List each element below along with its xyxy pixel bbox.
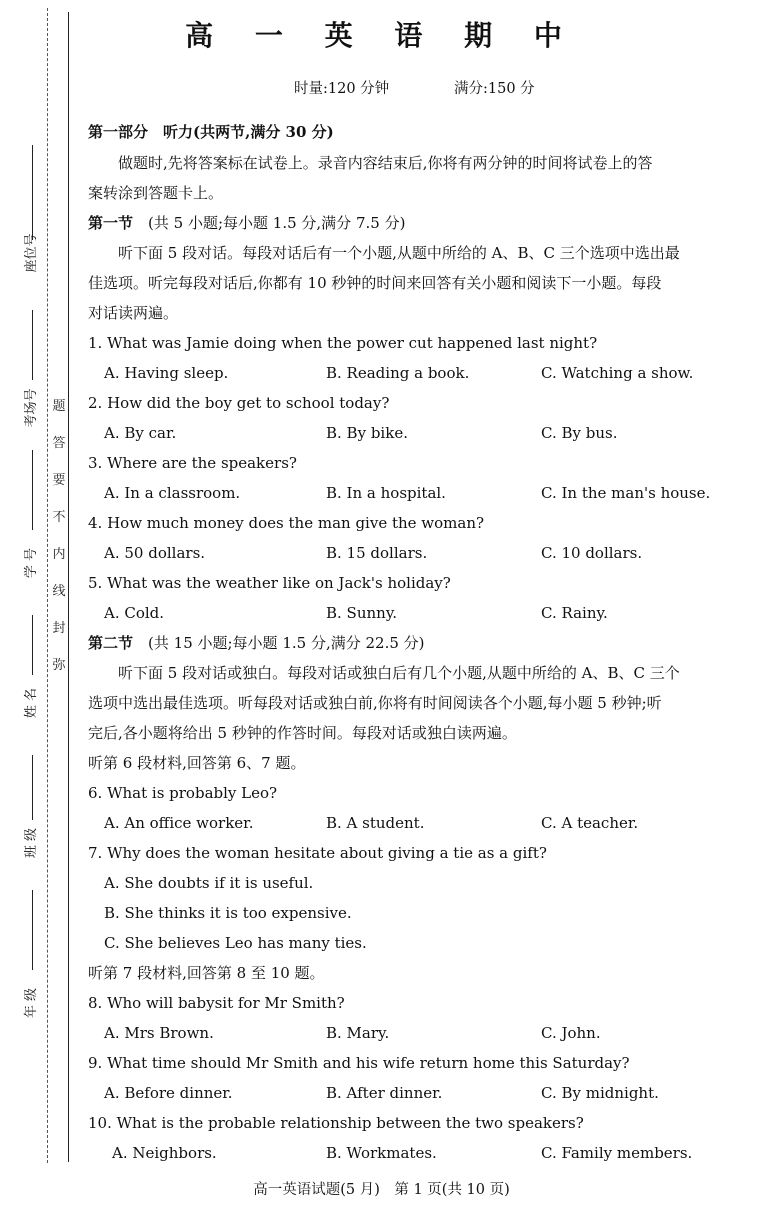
option-c: C. In the man's house.	[541, 484, 711, 502]
option-c: C. 10 dollars.	[541, 544, 643, 562]
option-c: C. Watching a show.	[541, 364, 694, 382]
option-c: C. Rainy.	[541, 604, 608, 622]
exam-room-field[interactable]: 考场号	[18, 310, 38, 440]
binding-line	[68, 12, 69, 1162]
time-limit: 时量:120 分钟	[294, 81, 390, 97]
option-a: A. Cold.	[104, 604, 165, 622]
option-c: C. John.	[541, 1024, 601, 1042]
option-b: B. Mary.	[326, 1024, 390, 1042]
exam-title: 高 一 英 语 期 中	[185, 19, 578, 52]
question-stem: 9. What time should Mr Smith and his wife return home this Saturday?	[88, 1054, 630, 1072]
part-title: 第一部分 听力(共两节,满分 30 分)	[88, 123, 334, 141]
seal-char: 封	[52, 621, 66, 636]
option-b: B. After dinner.	[326, 1084, 443, 1102]
option-b: B. In a hospital.	[326, 484, 446, 502]
class-field[interactable]: 班 级	[18, 755, 38, 870]
option-a: A. Mrs Brown.	[104, 1024, 214, 1042]
question-stem: 10. What is the probable relationship between the two speakers?	[88, 1114, 584, 1132]
seal-char: 内	[52, 547, 66, 562]
seal-warning	[52, 400, 66, 696]
seal-char: 要	[52, 473, 66, 488]
directions-line: 完后,各小题将给出 5 秒钟的作答时间。每段对话或独白读两遍。	[88, 724, 517, 742]
material-note: 听第 7 段材料,回答第 8 至 10 题。	[88, 964, 325, 982]
grade-field[interactable]: 年 级	[18, 890, 38, 1030]
option-b: B. Reading a book.	[326, 364, 470, 382]
cut-line-dashed	[47, 8, 48, 1163]
option-a: A. Neighbors.	[112, 1144, 217, 1162]
section-title: 第一节 (共 5 小题;每小题 1.5 分,满分 7.5 分)	[88, 214, 406, 232]
option-a: A. By car.	[104, 424, 177, 442]
option-b: B. By bike.	[326, 424, 408, 442]
full-score: 满分:150 分	[454, 81, 535, 97]
option-b: B. A student.	[326, 814, 425, 832]
question-stem: 7. Why does the woman hesitate about giving a tie as a gift?	[88, 844, 547, 862]
option-c: C. She believes Leo has many ties.	[104, 934, 367, 952]
seat-number-field[interactable]: 座位号	[18, 145, 38, 305]
option-c: C. A teacher.	[541, 814, 639, 832]
option-c: C. Family members.	[541, 1144, 693, 1162]
directions-line: 听下面 5 段对话。每段对话后有一个小题,从题中所给的 A、B、C 三个选项中选出最	[118, 244, 680, 262]
instruction-line: 案转涂到答题卡上。	[88, 184, 224, 202]
section-title: 第二节 (共 15 小题;每小题 1.5 分,满分 22.5 分)	[88, 634, 425, 652]
option-b: B. Sunny.	[326, 604, 398, 622]
question-stem: 8. Who will babysit for Mr Smith?	[88, 994, 345, 1012]
directions-line: 佳选项。听完每段对话后,你都有 10 秒钟的时间来回答有关小题和阅读下一小题。每段	[88, 274, 662, 292]
seal-char: 弥	[52, 658, 66, 673]
option-a: A. Having sleep.	[104, 364, 229, 382]
page-footer: 高一英语试题(5 月) 第 1 页(共 10 页)	[253, 1182, 510, 1198]
instruction-line: 做题时,先将答案标在试卷上。录音内容结束后,你将有两分钟的时间将试卷上的答	[118, 154, 653, 172]
option-a: A. 50 dollars.	[104, 544, 206, 562]
directions-line: 听下面 5 段对话或独白。每段对话或独白后有几个小题,从题中所给的 A、B、C 三个	[118, 664, 680, 682]
seal-char: 题	[52, 399, 66, 414]
directions-line: 选项中选出最佳选项。听每段对话或独白前,你将有时间阅读各个小题,每小题 5 秒钟;听	[88, 694, 662, 712]
material-note: 听第 6 段材料,回答第 6、7 题。	[88, 754, 306, 772]
question-stem: 1. What was Jamie doing when the power cut happened last night?	[88, 334, 598, 352]
option-a: A. She doubts if it is useful.	[104, 874, 314, 892]
option-a: A. Before dinner.	[104, 1084, 233, 1102]
option-a: A. In a classroom.	[104, 484, 241, 502]
seal-char: 不	[52, 510, 66, 525]
question-stem: 2. How did the boy get to school today?	[88, 394, 390, 412]
question-stem: 5. What was the weather like on Jack's holiday?	[88, 574, 451, 592]
question-stem: 3. Where are the speakers?	[88, 454, 297, 472]
seal-char: 线	[52, 584, 66, 599]
option-a: A. An office worker.	[104, 814, 254, 832]
seal-char: 答	[52, 436, 66, 451]
option-c: C. By bus.	[541, 424, 618, 442]
name-field[interactable]: 姓 名	[18, 615, 38, 740]
option-b: B. She thinks it is too expensive.	[104, 904, 352, 922]
option-b: B. Workmates.	[326, 1144, 437, 1162]
option-c: C. By midnight.	[541, 1084, 659, 1102]
directions-line: 对话读两遍。	[88, 304, 179, 322]
student-number-field[interactable]: 学 号	[18, 450, 38, 600]
option-b: B. 15 dollars.	[326, 544, 428, 562]
question-stem: 4. How much money does the man give the woman?	[88, 514, 485, 532]
question-stem: 6. What is probably Leo?	[88, 784, 278, 802]
